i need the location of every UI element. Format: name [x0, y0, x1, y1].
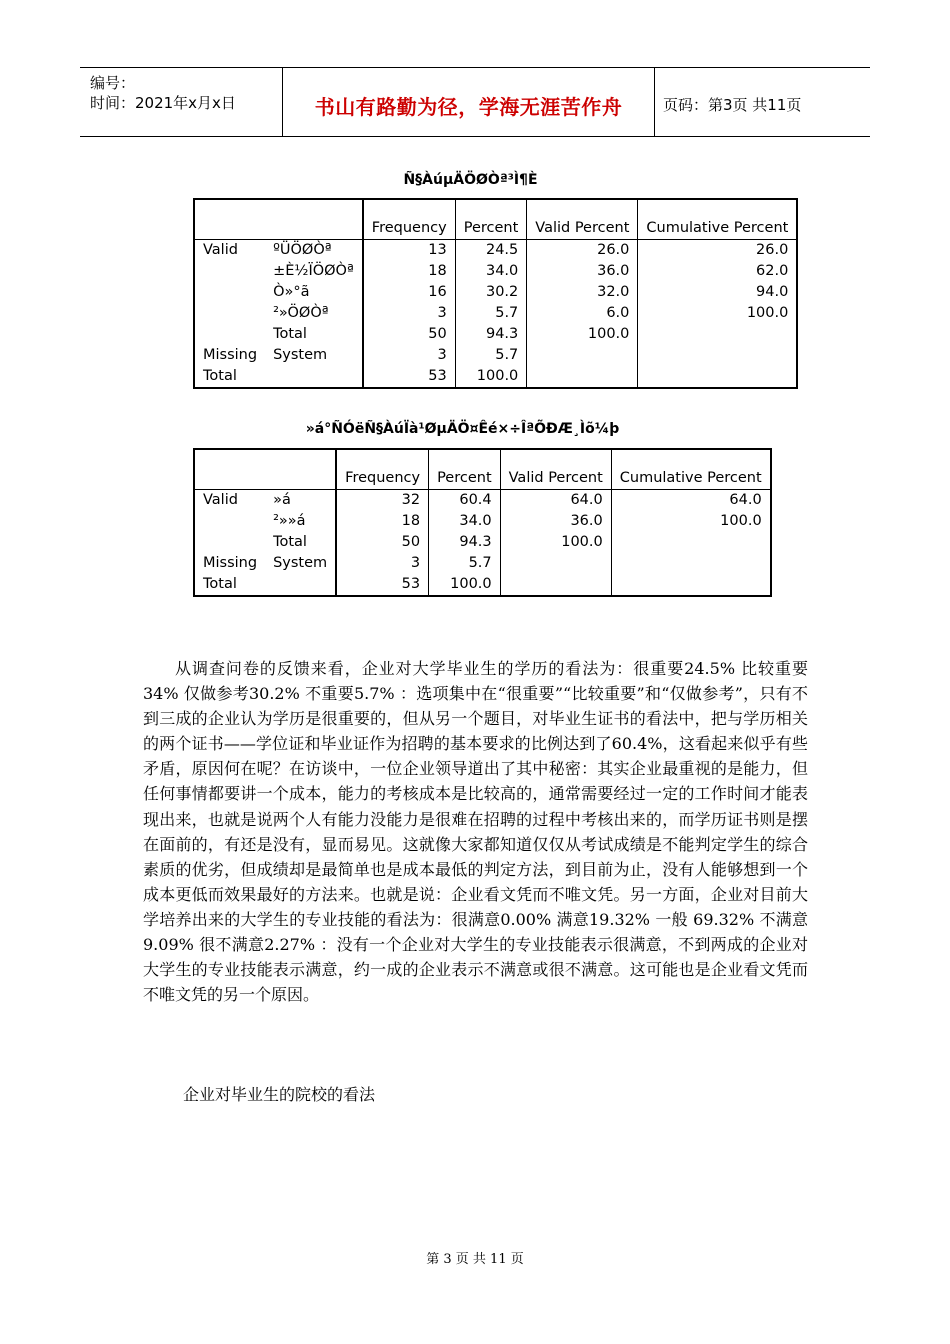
table-row	[194, 511, 771, 532]
table-cell: 62.0	[638, 261, 797, 282]
time-label: 时间：2021年x月x日	[90, 94, 236, 112]
table-cell: 60.4	[429, 490, 501, 512]
subheading: 企业对毕业生的院校的看法	[183, 1085, 376, 1104]
table-cell: 5.7	[455, 303, 527, 324]
body-paragraph: 从调查问卷的反馈来看，企业对大学毕业生的学历的看法为：很重要24.5% 比较重要34% 仅做参考30.2% 不重要5.7% ：选项集中在“很重要”“比较重要”和“仅做参考”，只有不到三成的企业认为学历是很重要的，但从另一个题目，对毕业生证书的看法中，把与学历相关的两个证书——学位证和毕业证作为招聘的基本要求的比例达到了60.4%，这看起来似乎有些矛盾，原因何在呢？在访谈中，一位企业领导道出了其中秘密：其实企业最重视的是能力，但任何事情都要讲一个成本，能力的考核成本是比较高的，通常需要经过一定的工作时间才能表现出来，也就是说两个人有能力没能力是很难在招聘的过程中考核出来的，而学历证书则是摆在面前的，有还是没有，显而易见。这就像大家都知道仅仅从考试成绩是不能判定学生的综合素质的优劣，但成绩却是最简单也是成本最低的判定方法，到目前为止，没有人能够想到一个成本更低而效果最好的方法来。也就是说：企业看文凭而不唯文凭。另一方面，企业对目前大学培养出来的大学生的专业技能的看法为：很满意0.00% 满意19.32% 一般 69.32% 不满意9.09% 很不满意2.27% ：没有一个企业对大学生的专业技能表示很满意，不到两成的企业对大学生的专业技能表示满意，约一成的企业表示不满意或很不满意。这可能也是企业看文凭而不唯文凭的另一个原因。	[143, 659, 808, 1005]
table-cell: 100.0	[500, 532, 611, 553]
table-row	[194, 574, 771, 596]
table-cell: 3	[336, 553, 428, 574]
table-row	[194, 324, 797, 345]
table2-title: »á°ÑÓëÑ§ÀúÏà¹ØµÄÖ¤Êé×÷ÎªÕÐÆ¸Ìõ¼þ	[305, 421, 620, 437]
column-header: Valid Percent	[527, 199, 638, 240]
table-cell	[611, 574, 770, 596]
table-row	[194, 240, 797, 262]
table-cell: Total	[203, 368, 237, 384]
table-cell: Missing	[203, 555, 258, 571]
table-header-row	[194, 449, 771, 490]
column-header	[194, 199, 265, 240]
table-cell: Valid	[203, 492, 238, 508]
table-cell	[194, 532, 265, 553]
frequency-table-education	[193, 198, 798, 389]
number-label: 编号：	[90, 74, 136, 92]
table-cell: 100.0	[527, 324, 638, 345]
column-header: Cumulative Percent	[638, 199, 797, 240]
table-cell	[194, 261, 265, 282]
column-header: Cumulative Percent	[611, 449, 770, 490]
table-cell: System	[273, 555, 328, 571]
table-cell: »á	[273, 492, 291, 508]
table-cell	[638, 366, 797, 388]
table-cell: Valid	[203, 242, 238, 258]
table-cell: 94.0	[638, 282, 797, 303]
table-row	[194, 303, 797, 324]
page-footer: 第 3 页 共 11 页	[426, 1252, 524, 1267]
table-cell: 100.0	[429, 574, 501, 596]
table-cell	[265, 574, 336, 596]
column-header	[194, 449, 265, 490]
table-cell	[527, 345, 638, 366]
table-cell	[265, 366, 363, 388]
table-cell: 13	[363, 240, 455, 262]
table-cell: 64.0	[611, 490, 770, 512]
motto: 书山有路勤为径，学海无涯苦作舟	[314, 95, 623, 119]
table-cell: 100.0	[638, 303, 797, 324]
table-cell: 94.3	[429, 532, 501, 553]
column-header	[265, 199, 363, 240]
table-cell: 18	[363, 261, 455, 282]
table-cell: 53	[336, 574, 428, 596]
table-cell: ºÜÖØÒª	[273, 242, 332, 258]
table1-title: Ñ§ÀúµÄÖØÒª³Ì¶È	[403, 172, 538, 188]
table-cell	[527, 366, 638, 388]
body-text	[143, 656, 808, 1007]
table-cell: 5.7	[455, 345, 527, 366]
table-cell	[611, 532, 770, 553]
frequency-table-certificate	[193, 448, 772, 597]
table-cell: 16	[363, 282, 455, 303]
table-cell	[638, 324, 797, 345]
column-header: Percent	[455, 199, 527, 240]
column-header: Frequency	[363, 199, 455, 240]
table-cell: 32.0	[527, 282, 638, 303]
table-cell: ²»»á	[273, 513, 306, 529]
table-cell: 32	[336, 490, 428, 512]
table-cell: 94.3	[455, 324, 527, 345]
table-cell	[194, 324, 265, 345]
table-cell: 30.2	[455, 282, 527, 303]
table-row	[194, 282, 797, 303]
table-cell: Total	[273, 534, 307, 550]
table-cell: 5.7	[429, 553, 501, 574]
table-cell: System	[273, 347, 328, 363]
table-cell	[500, 553, 611, 574]
table-cell: 24.5	[455, 240, 527, 262]
table-cell: 100.0	[611, 511, 770, 532]
table-cell: Total	[273, 326, 307, 342]
table-cell: 3	[363, 303, 455, 324]
table-cell: Ò»°ã	[273, 284, 310, 300]
table-cell: 26.0	[527, 240, 638, 262]
table-cell	[194, 303, 265, 324]
table-row	[194, 366, 797, 388]
column-header: Valid Percent	[500, 449, 611, 490]
table-cell	[638, 345, 797, 366]
table-cell: 6.0	[527, 303, 638, 324]
header-motto-cell	[283, 68, 655, 136]
table-row	[194, 261, 797, 282]
table-cell: 26.0	[638, 240, 797, 262]
table-row	[194, 553, 771, 574]
table-cell: 34.0	[429, 511, 501, 532]
table-cell	[500, 574, 611, 596]
table-cell: 53	[363, 366, 455, 388]
column-header: Percent	[429, 449, 501, 490]
table-cell: 18	[336, 511, 428, 532]
table-cell: 100.0	[455, 366, 527, 388]
table-cell: 36.0	[527, 261, 638, 282]
table-cell: Total	[203, 576, 237, 592]
table-cell	[194, 282, 265, 303]
page-header	[80, 67, 870, 137]
table-cell: 64.0	[500, 490, 611, 512]
table-cell: ±È½ÏÖØÒª	[273, 263, 354, 279]
table-cell: 50	[363, 324, 455, 345]
table-row	[194, 490, 771, 512]
header-page-cell	[655, 68, 870, 136]
column-header	[265, 449, 336, 490]
table-cell: ²»ÖØÒª	[273, 305, 329, 321]
table-row	[194, 532, 771, 553]
table-cell: Missing	[203, 347, 258, 363]
column-header: Frequency	[336, 449, 428, 490]
table-cell: 50	[336, 532, 428, 553]
page-label: 页码：第3页 共11页	[663, 96, 802, 114]
table-row	[194, 345, 797, 366]
header-meta-cell	[80, 68, 283, 136]
table-header-row	[194, 199, 797, 240]
table-cell	[194, 511, 265, 532]
table-cell: 3	[363, 345, 455, 366]
table-cell: 36.0	[500, 511, 611, 532]
table-cell: 34.0	[455, 261, 527, 282]
table-cell	[611, 553, 770, 574]
